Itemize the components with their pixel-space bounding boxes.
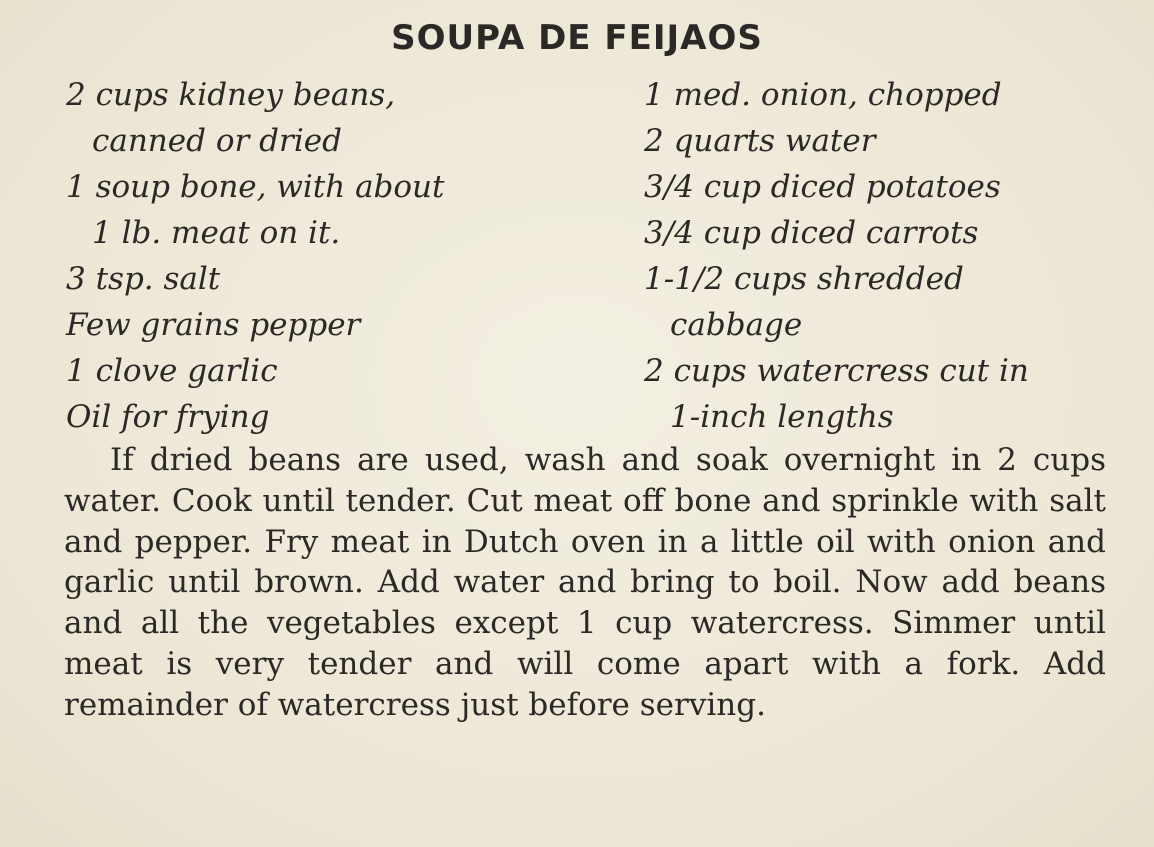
ingredient-line: 1-1/2 cups shredded bbox=[644, 261, 964, 297]
instructions-paragraph: If dried beans are used, wash and soak overnight in 2 cups water. Cook until tender. Cut meat off bone and sprinkle with salt and pepper. Fry meat in Dutch oven in a little oil with onion and garlic until brown. Add water and bring to boil. Now add beans and all the vegetables except 1 cup watercress. Simmer until meat is very tender and will come apart with a fork. Add remainder of watercress just before serving. bbox=[64, 442, 1106, 723]
ingredient-line: canned or dried bbox=[92, 123, 342, 159]
ingredient-line: 3/4 cup diced carrots bbox=[644, 215, 979, 251]
ingredient-line: 1 lb. meat on it. bbox=[92, 215, 341, 251]
ingredient-line: 3 tsp. salt bbox=[66, 261, 221, 297]
instructions-block bbox=[64, 440, 1106, 726]
ingredient-line: Few grains pepper bbox=[66, 307, 361, 343]
ingredient-line: 2 cups watercress cut in bbox=[644, 353, 1029, 389]
ingredients-right-column bbox=[644, 72, 1124, 440]
ingredient-line: 2 quarts water bbox=[644, 123, 876, 159]
ingredient-line: 1 clove garlic bbox=[66, 353, 278, 389]
ingredient-line: Oil for frying bbox=[66, 399, 270, 435]
ingredient-line: 2 cups kidney beans, bbox=[66, 77, 396, 113]
ingredient-line: 1-inch lengths bbox=[670, 399, 894, 435]
ingredient-line: 3/4 cup diced potatoes bbox=[644, 169, 1001, 205]
ingredient-line: cabbage bbox=[670, 307, 803, 343]
recipe-title: SOUPA DE FEIJAOS bbox=[391, 18, 763, 58]
ingredients-left-column bbox=[66, 72, 536, 440]
ingredient-line: 1 med. onion, chopped bbox=[644, 77, 1002, 113]
ingredient-line: 1 soup bone, with about bbox=[66, 169, 445, 205]
